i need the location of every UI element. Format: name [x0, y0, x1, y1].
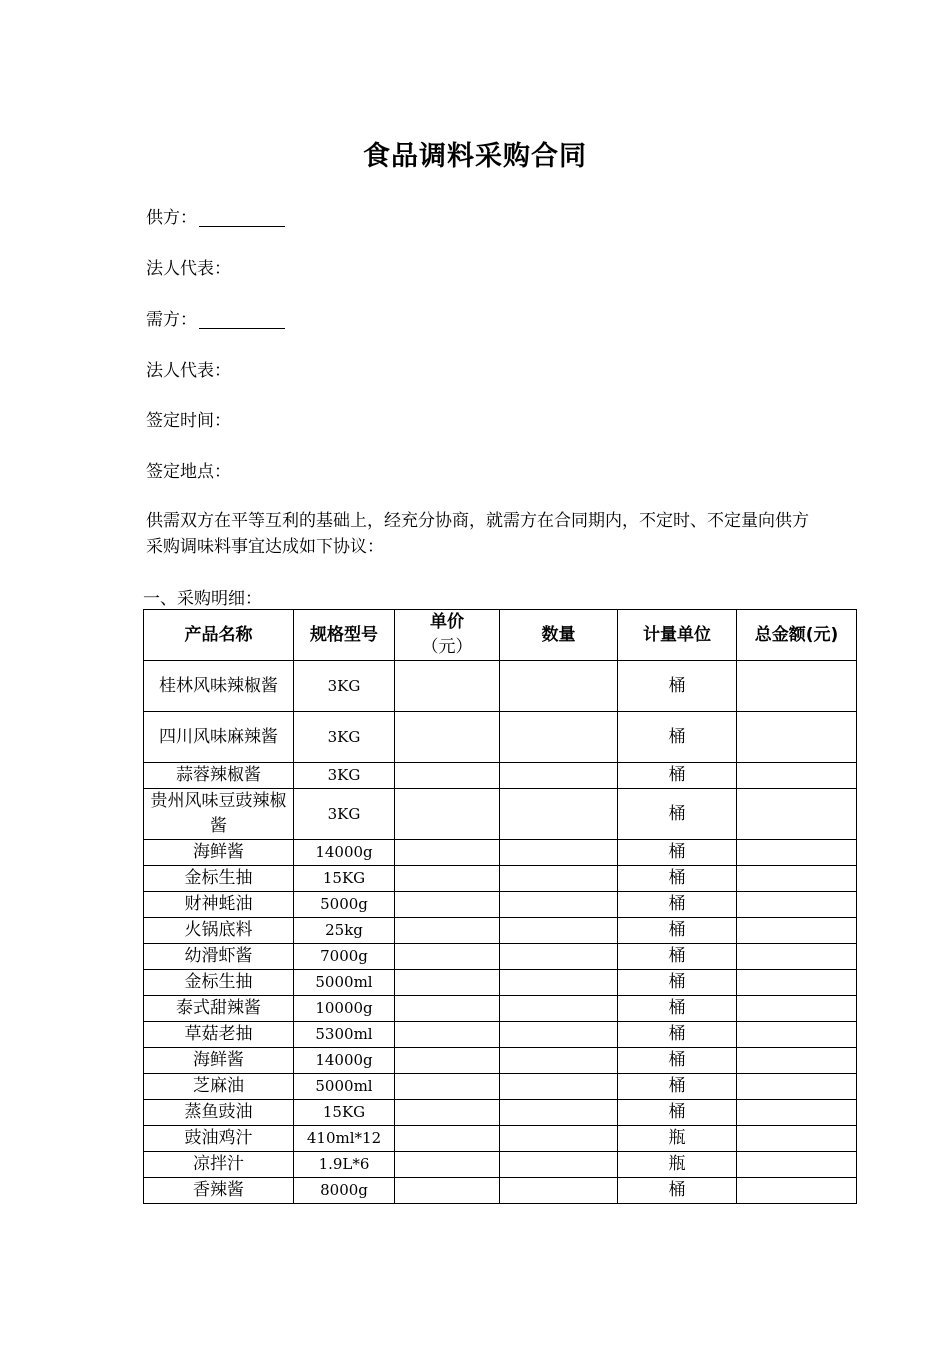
- cell-name: 桂林风味辣椒酱: [144, 661, 294, 712]
- sign-time-label: 签定时间：: [146, 411, 231, 431]
- cell-name: 幼滑虾酱: [144, 944, 294, 970]
- cell-unit: 桶: [618, 789, 737, 840]
- table-row: [144, 1048, 857, 1074]
- cell-total: [737, 1022, 857, 1048]
- cell-unit: 桶: [618, 763, 737, 789]
- cell-name: 贵州风味豆豉辣椒酱: [144, 789, 294, 840]
- table-row: [144, 1178, 857, 1204]
- cell-unit: 桶: [618, 840, 737, 866]
- table-row: [144, 763, 857, 789]
- cell-price: [395, 1022, 500, 1048]
- cell-name: 凉拌汁: [144, 1152, 294, 1178]
- table-row: [144, 866, 857, 892]
- purchase-table: [143, 609, 857, 1204]
- cell-spec: 5000ml: [294, 1074, 395, 1100]
- cell-name: 泰式甜辣酱: [144, 996, 294, 1022]
- header-price: [395, 610, 500, 661]
- cell-price: [395, 970, 500, 996]
- cell-spec: 3KG: [294, 789, 395, 840]
- cell-qty: [500, 1048, 618, 1074]
- cell-spec: 5300ml: [294, 1022, 395, 1048]
- cell-qty: [500, 996, 618, 1022]
- cell-total: [737, 1048, 857, 1074]
- cell-price: [395, 840, 500, 866]
- header-price-line2: （元）: [421, 637, 473, 657]
- cell-price: [395, 712, 500, 763]
- table-row: [144, 1126, 857, 1152]
- cell-qty: [500, 1022, 618, 1048]
- supplier-line: [146, 205, 285, 231]
- cell-total: [737, 944, 857, 970]
- intro-paragraph: 供需双方在平等互利的基础上，经充分协商，就需方在合同期内，不定时、不定量向供方采购调味料事宜达成如下协议：: [146, 511, 809, 557]
- cell-total: [737, 1100, 857, 1126]
- cell-price: [395, 1048, 500, 1074]
- table-row: [144, 970, 857, 996]
- cell-qty: [500, 1126, 618, 1152]
- cell-qty: [500, 1100, 618, 1126]
- cell-spec: 3KG: [294, 712, 395, 763]
- buyer-line: [146, 307, 285, 333]
- cell-name: 豉油鸡汁: [144, 1126, 294, 1152]
- cell-spec: 3KG: [294, 661, 395, 712]
- cell-price: [395, 1074, 500, 1100]
- cell-total: [737, 1178, 857, 1204]
- table-row: [144, 918, 857, 944]
- section1-label: 一、采购明细：: [143, 589, 262, 609]
- cell-total: [737, 996, 857, 1022]
- cell-price: [395, 1126, 500, 1152]
- supplier-blank: [199, 206, 285, 227]
- cell-spec: 15KG: [294, 1100, 395, 1126]
- cell-qty: [500, 1178, 618, 1204]
- cell-unit: 桶: [618, 1022, 737, 1048]
- cell-total: [737, 840, 857, 866]
- cell-total: [737, 970, 857, 996]
- header-unit: 计量单位: [618, 610, 737, 661]
- cell-total: [737, 866, 857, 892]
- cell-unit: 瓶: [618, 1126, 737, 1152]
- table-body: [144, 661, 857, 1204]
- cell-spec: 8000g: [294, 1178, 395, 1204]
- cell-unit: 桶: [618, 1048, 737, 1074]
- cell-unit: 桶: [618, 944, 737, 970]
- cell-name: 财神蚝油: [144, 892, 294, 918]
- cell-total: [737, 1152, 857, 1178]
- cell-name: 四川风味麻辣酱: [144, 712, 294, 763]
- cell-name: 草菇老抽: [144, 1022, 294, 1048]
- cell-name: 蒸鱼豉油: [144, 1100, 294, 1126]
- table-row: [144, 712, 857, 763]
- cell-qty: [500, 892, 618, 918]
- cell-unit: 桶: [618, 661, 737, 712]
- cell-spec: 14000g: [294, 1048, 395, 1074]
- cell-unit: 桶: [618, 918, 737, 944]
- cell-price: [395, 1178, 500, 1204]
- supplier-label: 供方：: [146, 208, 197, 228]
- cell-total: [737, 918, 857, 944]
- table-row: [144, 1022, 857, 1048]
- cell-unit: 桶: [618, 996, 737, 1022]
- cell-total: [737, 1126, 857, 1152]
- cell-total: [737, 789, 857, 840]
- cell-name: 海鲜酱: [144, 840, 294, 866]
- cell-name: 海鲜酱: [144, 1048, 294, 1074]
- cell-price: [395, 918, 500, 944]
- cell-name: 火锅底料: [144, 918, 294, 944]
- cell-qty: [500, 840, 618, 866]
- cell-name: 金标生抽: [144, 866, 294, 892]
- table-row: [144, 944, 857, 970]
- cell-price: [395, 944, 500, 970]
- cell-unit: 桶: [618, 1074, 737, 1100]
- cell-total: [737, 661, 857, 712]
- cell-spec: 1.9L*6: [294, 1152, 395, 1178]
- table-row: [144, 1100, 857, 1126]
- cell-price: [395, 763, 500, 789]
- table-header-row: [144, 610, 857, 661]
- buyer-rep-label: 法人代表：: [146, 361, 231, 381]
- cell-spec: 14000g: [294, 840, 395, 866]
- cell-qty: [500, 712, 618, 763]
- cell-spec: 5000ml: [294, 970, 395, 996]
- header-spec: 规格型号: [294, 610, 395, 661]
- document-title: 食品调料采购合同: [363, 141, 587, 172]
- buyer-blank: [199, 308, 285, 329]
- supplier-rep-label: 法人代表：: [146, 259, 231, 279]
- cell-spec: 15KG: [294, 866, 395, 892]
- cell-total: [737, 763, 857, 789]
- table-row: [144, 1152, 857, 1178]
- cell-spec: 7000g: [294, 944, 395, 970]
- cell-spec: 10000g: [294, 996, 395, 1022]
- cell-price: [395, 1152, 500, 1178]
- table-row: [144, 661, 857, 712]
- cell-qty: [500, 661, 618, 712]
- cell-unit: 桶: [618, 712, 737, 763]
- cell-price: [395, 892, 500, 918]
- cell-qty: [500, 763, 618, 789]
- cell-name: 香辣酱: [144, 1178, 294, 1204]
- cell-unit: 桶: [618, 892, 737, 918]
- cell-name: 蒜蓉辣椒酱: [144, 763, 294, 789]
- cell-unit: 桶: [618, 1178, 737, 1204]
- cell-price: [395, 866, 500, 892]
- cell-unit: 桶: [618, 1100, 737, 1126]
- cell-total: [737, 1074, 857, 1100]
- table-row: [144, 789, 857, 840]
- header-qty: 数量: [500, 610, 618, 661]
- header-total: 总金额(元): [737, 610, 857, 661]
- cell-spec: 3KG: [294, 763, 395, 789]
- cell-spec: 25kg: [294, 918, 395, 944]
- table-row: [144, 1074, 857, 1100]
- cell-qty: [500, 944, 618, 970]
- cell-name: 芝麻油: [144, 1074, 294, 1100]
- table-row: [144, 892, 857, 918]
- cell-qty: [500, 1152, 618, 1178]
- buyer-label: 需方：: [146, 310, 197, 330]
- header-price-line1: 单价: [430, 612, 464, 632]
- cell-unit: 桶: [618, 970, 737, 996]
- cell-unit: 桶: [618, 866, 737, 892]
- cell-spec: 5000g: [294, 892, 395, 918]
- cell-price: [395, 789, 500, 840]
- cell-price: [395, 1100, 500, 1126]
- cell-unit: 瓶: [618, 1152, 737, 1178]
- cell-qty: [500, 1074, 618, 1100]
- cell-qty: [500, 918, 618, 944]
- sign-place-label: 签定地点：: [146, 462, 231, 482]
- cell-price: [395, 996, 500, 1022]
- table-row: [144, 840, 857, 866]
- cell-qty: [500, 970, 618, 996]
- cell-qty: [500, 866, 618, 892]
- cell-name: 金标生抽: [144, 970, 294, 996]
- cell-spec: 410ml*12: [294, 1126, 395, 1152]
- cell-qty: [500, 789, 618, 840]
- cell-total: [737, 892, 857, 918]
- table-row: [144, 996, 857, 1022]
- cell-total: [737, 712, 857, 763]
- header-name: 产品名称: [144, 610, 294, 661]
- cell-price: [395, 661, 500, 712]
